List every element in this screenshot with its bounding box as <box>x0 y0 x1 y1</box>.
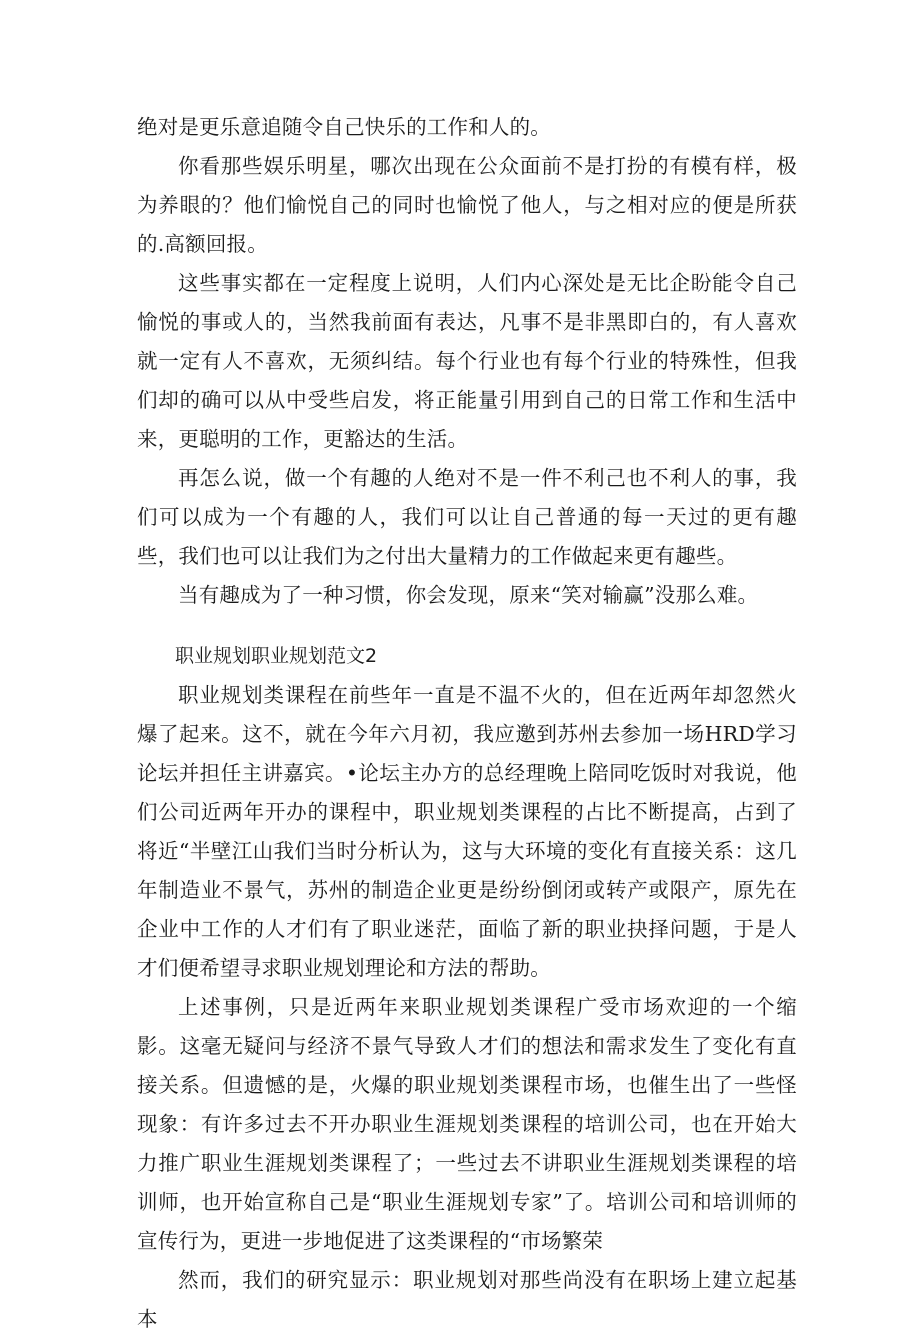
paragraph-research-finding: 然而，我们的研究显示：职业规划对那些尚没有在职场上建立起基本 <box>137 1268 797 1331</box>
paragraph-facts-explanation: 这些事实都在一定程度上说明，人们内心深处是无比企盼能令自己愉悦的事或人的，当然我前面有表达，凡事不是非黑即白的，有人喜欢就一定有人不喜欢，无须纠结。每个行业也有每个行业的特殊性，但我们却的确可以从中受些启发，将正能量引用到自己的日常工作和生活中来，更聪明的工作，更豁达的生活。 <box>137 271 797 451</box>
document-body <box>137 108 797 1339</box>
paragraph-entertainment-stars: 你看那些娱乐明星，哪次出现在公众面前不是打扮的有模有样，极为养眼的？他们愉悦自己的同时也愉悦了他人，与之相对应的便是所获的.高额回报。 <box>137 154 797 256</box>
paragraph-be-interesting: 再怎么说，做一个有趣的人绝对不是一件不利己也不利人的事，我们可以成为一个有趣的人，我们可以让自己普通的每一天过的更有趣些，我们也可以让我们为之付出大量精力的工作做起来更有趣些。 <box>137 466 797 568</box>
paragraph-continuation: 绝对是更乐意追随令自己快乐的工作和人的。 <box>137 115 551 139</box>
paragraph-market-phenomenon: 上述事例，只是近两年来职业规划类课程广受市场欢迎的一个缩影。这毫无疑问与经济不景气导致人才们的想法和需求发生了变化有直接关系。但遗憾的是，火爆的职业规划类课程市场，也催生出了一些怪现象：有许多过去不开办职业生涯规划类课程的培训公司，也在开始大力推广职业生涯规划类课程了；一些过去不讲职业生涯规划类课程的培训师，也开始宣称自己是“职业生涯规划专家”了。培训公司和培训师的宣传行为，更进一步地促进了这类课程的“市场繁荣 <box>137 995 797 1253</box>
paragraph-habit-conclusion: 当有趣成为了一种习惯，你会发现，原来“笑对输赢”没那么难。 <box>178 583 759 607</box>
section-heading: 职业规划职业规划范文2 <box>175 645 378 667</box>
section-spacer <box>137 615 797 637</box>
paragraph-career-course-popularity: 职业规划类课程在前些年一直是不温不火的，但在近两年却忽然火爆了起来。这不，就在今年六月初，我应邀到苏州去参加一场HRD学习论坛并担任主讲嘉宾。•论坛主办方的总经理晚上陪同吃饭时对我说，他们公司近两年开办的课程中，职业规划类课程的占比不断提高，占到了将近“半壁江山我们当时分析认为，这与大环境的变化有直接关系：这几年制造业不景气，苏州的制造企业更是纷纷倒闭或转产或限产，原先在企业中工作的人才们有了职业迷茫，面临了新的职业抉择问题，于是人才们便希望寻求职业规划理论和方法的帮助。 <box>137 683 797 980</box>
